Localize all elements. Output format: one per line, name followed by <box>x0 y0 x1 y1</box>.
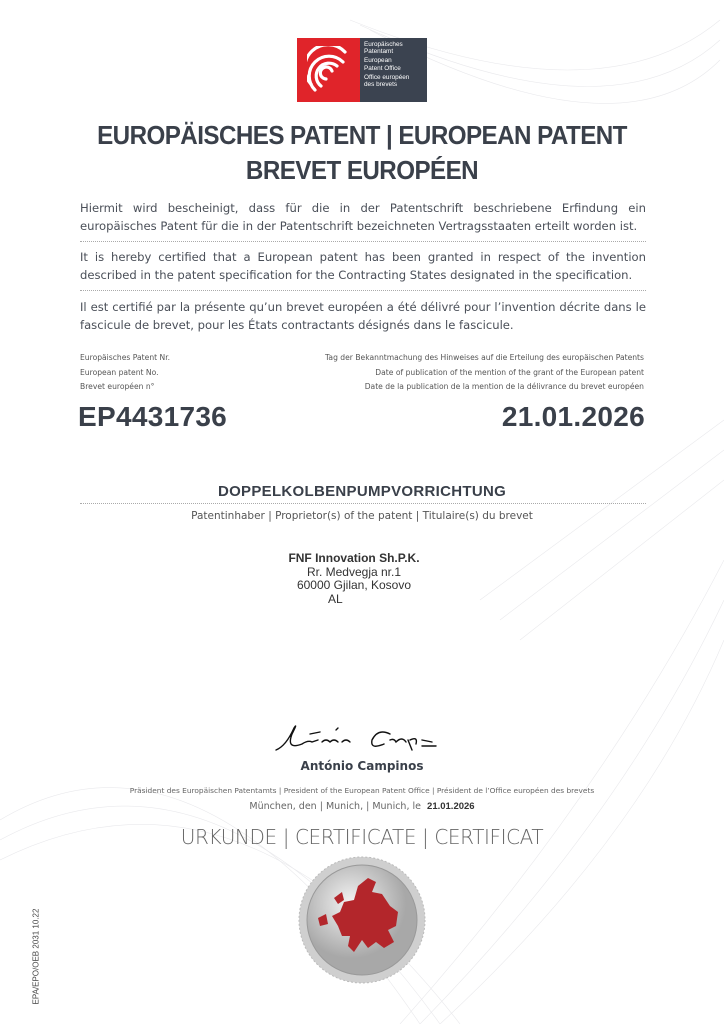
form-code: EPA/EPO/OEB 2031 10.22 <box>31 908 41 1005</box>
label: Date de la publication de la mention de la délivrance du brevet européen <box>364 382 644 391</box>
signing-place: München, den | Munich, | Munich, le <box>249 801 421 812</box>
signature-image <box>272 720 442 760</box>
publication-date: 21.01.2026 <box>501 401 645 432</box>
logo-text: Patent Office <box>364 64 401 72</box>
signatory-role: Präsident des Europäischen Patentamts | President of the European Patent Office | Président de l’Office européen des brevets <box>129 786 595 795</box>
divider <box>80 241 646 242</box>
logo-text: Patentamt <box>364 48 394 56</box>
logo-text: des brevets <box>364 81 398 89</box>
europe-seal-icon <box>298 856 426 984</box>
proprietor-address: Rr. Medvegja nr.1 <box>306 564 402 579</box>
logo-text: Europäisches <box>364 41 403 48</box>
publication-date-labels <box>325 351 644 395</box>
signing-place-date <box>0 801 724 812</box>
label: Date of publication of the mention of the grant of the European patent <box>375 367 644 377</box>
label: Europäisches Patent Nr. <box>80 353 171 362</box>
logo-text: European <box>364 57 392 65</box>
proprietor-name: FNF Innovation Sh.P.K. <box>288 551 420 565</box>
epo-logo-mark-icon <box>297 38 360 102</box>
document-title-line2: BREVET EUROPÉEN <box>245 155 479 185</box>
logo-text: Office européen <box>364 73 410 81</box>
patent-number-labels <box>80 351 170 395</box>
epo-logo <box>297 38 427 102</box>
patent-number: EP4431736 <box>78 401 228 432</box>
statement-de: Hiermit wird bescheinigt, dass für die in der Patentschrift beschriebene Erfindung ein europäisches Patent für die in der Patentschrift bezeichneten Vertragsstaaten erteilt worden ist. <box>80 201 646 233</box>
label: Tag der Bekanntmachung des Hinweises auf die Erteilung des europäischen Patents <box>325 353 644 362</box>
divider <box>80 290 646 291</box>
proprietor-label: Patentinhaber | Proprietor(s) of the patent | Titulaire(s) du brevet <box>191 510 533 522</box>
signatory-name: António Campinos <box>300 759 424 773</box>
proprietor-address: 60000 Gjilan, Kosovo <box>296 578 412 592</box>
invention-title: DOPPELKOLBENPUMPVORRICHTUNG <box>217 483 507 500</box>
certificate-label: URKUNDE | CERTIFICATE | CERTIFICAT <box>180 825 544 849</box>
proprietor-country: AL <box>328 591 343 606</box>
document-title-line1: EUROPÄISCHES PATENT | EUROPEAN PATENT <box>97 120 627 150</box>
statement-en: It is hereby certified that a European patent has been granted in respect of the invention described in the patent specification for the Contracting States designated in the specification. <box>80 250 646 282</box>
statement-fr: Il est certifié par la présente qu’un brevet européen a été délivré pour l’invention décrite dans le fascicule de brevet, pour les États contractants désignés dans le fascicule. <box>80 300 646 332</box>
label: Brevet européen n° <box>80 382 155 391</box>
proprietor-block <box>274 552 434 606</box>
signing-date: 21.01.2026 <box>427 801 475 812</box>
divider <box>80 503 646 504</box>
label: European patent No. <box>80 367 159 377</box>
